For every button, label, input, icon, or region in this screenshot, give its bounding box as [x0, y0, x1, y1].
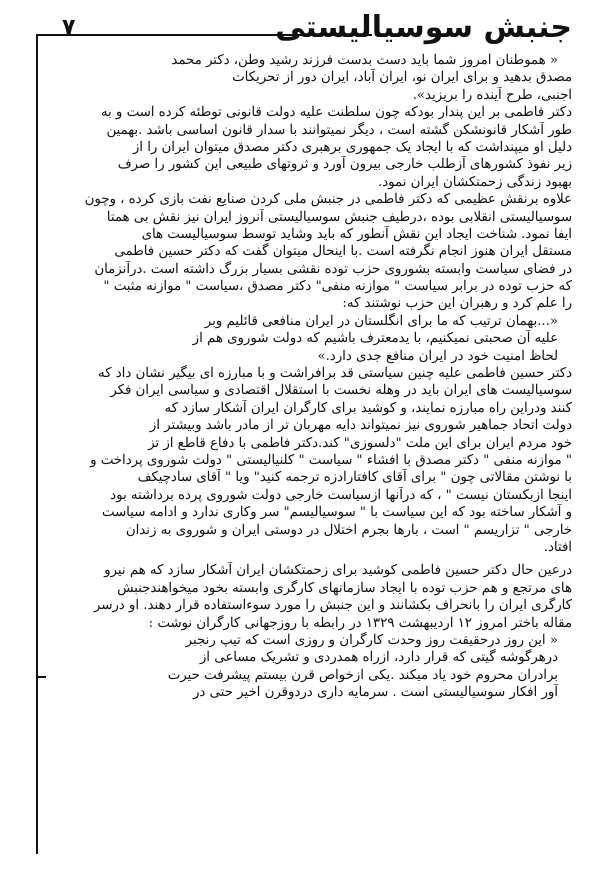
- frame-top-rule: [36, 34, 372, 36]
- text-line: کنند ودراین راه مبارزه نمایند، و کوشید برای کارگران ایران آشکار سازد که: [164, 400, 572, 416]
- frame-left-rule: [36, 34, 38, 854]
- text-line: اجنبی، طرح آینده را بریزید».: [412, 87, 572, 103]
- text-line: مصدق بدهید و برای ایران نو، ایران آباد، ایران دور از تحریکات: [232, 70, 572, 86]
- body-text: [48, 52, 572, 865]
- text-line: و آشکار ساخته بود که این سیاست با " سوسیالیسم" سر وکاری ندارد و ادامه سیاست: [101, 505, 572, 521]
- text-line: علاوه برنقش عظیمی که دکتر فاطمی در جنبش ملی کردن صنایع نفت بازی کرده ، وچون: [84, 192, 572, 208]
- text-line: خارجی " تزاریسم " است ، بارها بجرم اختلال در دوستی ایران و شوروی به زندان: [125, 522, 572, 538]
- text-line: با نوشتن مقالاتی چون " برای آقای کافتارادزه ترجمه کنید" ویا " آقای سادچیکف: [137, 470, 572, 486]
- page-header: [0, 8, 600, 48]
- text-line: دکتر فاطمی بر این پندار بودکه چون سلطنت علیه دولت قانونی توطئه کرده است و به: [100, 105, 572, 121]
- text-line: دولت اتحاد جماهیر شوروی نیز نمیتواند دایه مهربان تر از مادر باشد وبیشتر از: [149, 418, 572, 434]
- text-line: دلیل او میپنداشت که با ایجاد یک جمهوری برهبری دکتر مصدق میتوان ایران را از: [132, 139, 572, 155]
- text-line: خود مردم ایران برای این ملت "دلسوزی" کند.دکتر فاطمی با دفاع قاطع از تز: [148, 435, 572, 451]
- text-line: سوسیالیستی انقلابی بوده ،درطیف جنبش سوسیالیستی آنروز ایران نیز نقش بی همتا: [106, 209, 572, 225]
- text-line: اینجا ازبکستان نیست " ، که درآنها ازسیاست خارجی دولت شوروی پرده برداشته بود: [110, 487, 572, 503]
- text-line: برادران محروم خود یاد میکند .یکی ازخواص قرن بیستم پیشرفت حیرت: [167, 667, 558, 683]
- text-line: که حزب توده در برابر سیاست " موازنه منفی" دکتر مصدق ،سیاست " موازنه مثبت ": [103, 279, 572, 295]
- text-line: دکتر حسین فاطمی علیه چنین سیاستی قد برافراشت و با مبارزه ای بیگیر نشان داد که: [98, 366, 572, 382]
- text-line: « این روز درحقیقت روز وحدت کارگران و روزی است که تیپ رنجبر: [185, 632, 558, 648]
- page-number: ۷: [62, 15, 76, 40]
- text-line: درعین حال دکتر حسین فاطمی کوشید برای زحمتکشان ایران آشکار سازد که هم نیرو: [104, 563, 572, 579]
- text-line: سوسیالیست های ایران باید در وهله نخست با استقلال اقتصادی و سیاسی ایران فکر: [110, 383, 572, 399]
- text-line: در فضای سیاست وابسته بشوروی حزب توده نقشی بسیار بزرگ داشته است .درآنزمان: [94, 261, 572, 277]
- text-line: مستقل ایران هنوز انجام نگرفته است .با اینحال میتوان گفت که دکتر حسین فاطمی: [114, 244, 572, 260]
- text-line: طور آشکار قانونشکن گشته است ، دیگر نمیتوانند با سدار قانون اساسی باشد .بهمین: [106, 122, 572, 138]
- frame-section-tick: [36, 676, 46, 678]
- text-line: درهرگوشه گیتی که قرار دارد، ازراه همدردی و تشریک مساعی از: [199, 650, 558, 666]
- text-line: افتاد.: [543, 539, 572, 555]
- text-line: « هموطنان امروز شما باید دست بدست فرزند رشید وطن، دکتر محمد: [171, 53, 558, 68]
- text-line: آور افکار سوسیالیستی است . سرمایه داری دردوقرن اخیر حتی در: [192, 685, 558, 701]
- text-line: های مرتجع و هم حزب توده با ایجاد سازمانهای کارگری وابسته بخود میخواهندجنبش: [117, 580, 572, 596]
- text-line: کارگری ایران را بانحراف بکشانند و این جنبش را مورد سوءاستفاده قرار دهند. او درسر: [93, 598, 572, 614]
- text-line: " موازنه منفی " دکتر مصدق با افشاء " سیاست " کلنیالیستی " دولت شوروی پرداخت و: [90, 452, 572, 468]
- text-line: لحاظ امنیت خود در ایران منافع جدی دارد.»: [317, 348, 558, 364]
- text-line: زیر نفوذ کشورهای آزطلب خارجی بیرون آورد و ثروتهای طبیعی این کشور را صرف: [117, 157, 572, 173]
- page-title: جنبش سوسیالیستی: [275, 10, 572, 45]
- text-line: بهبود زندگی زحمتکشان ایران نمود.: [377, 174, 572, 190]
- text-line: را علم کرد و رهبران این حزب نوشتند که:: [342, 296, 572, 312]
- text-line: ایفا نمود. شناخت ایجاد این نقش آنطور که باید وشاید توسط سوسیالیست های: [141, 226, 572, 242]
- text-line: علیه آن صحبتی نمیکنیم، با یدمعترف باشیم که دولت شوروی هم از: [192, 331, 558, 347]
- text-line: «...بهمان ترتیب که ما برای انگلستان در ایران منافعی قائلیم وبر: [204, 313, 558, 329]
- text-line: مقاله باختر امروز ۱۲ اردیبهشت ۱۳۲۹ در رابطه با روزجهانی کارگران نوشت :: [148, 615, 572, 631]
